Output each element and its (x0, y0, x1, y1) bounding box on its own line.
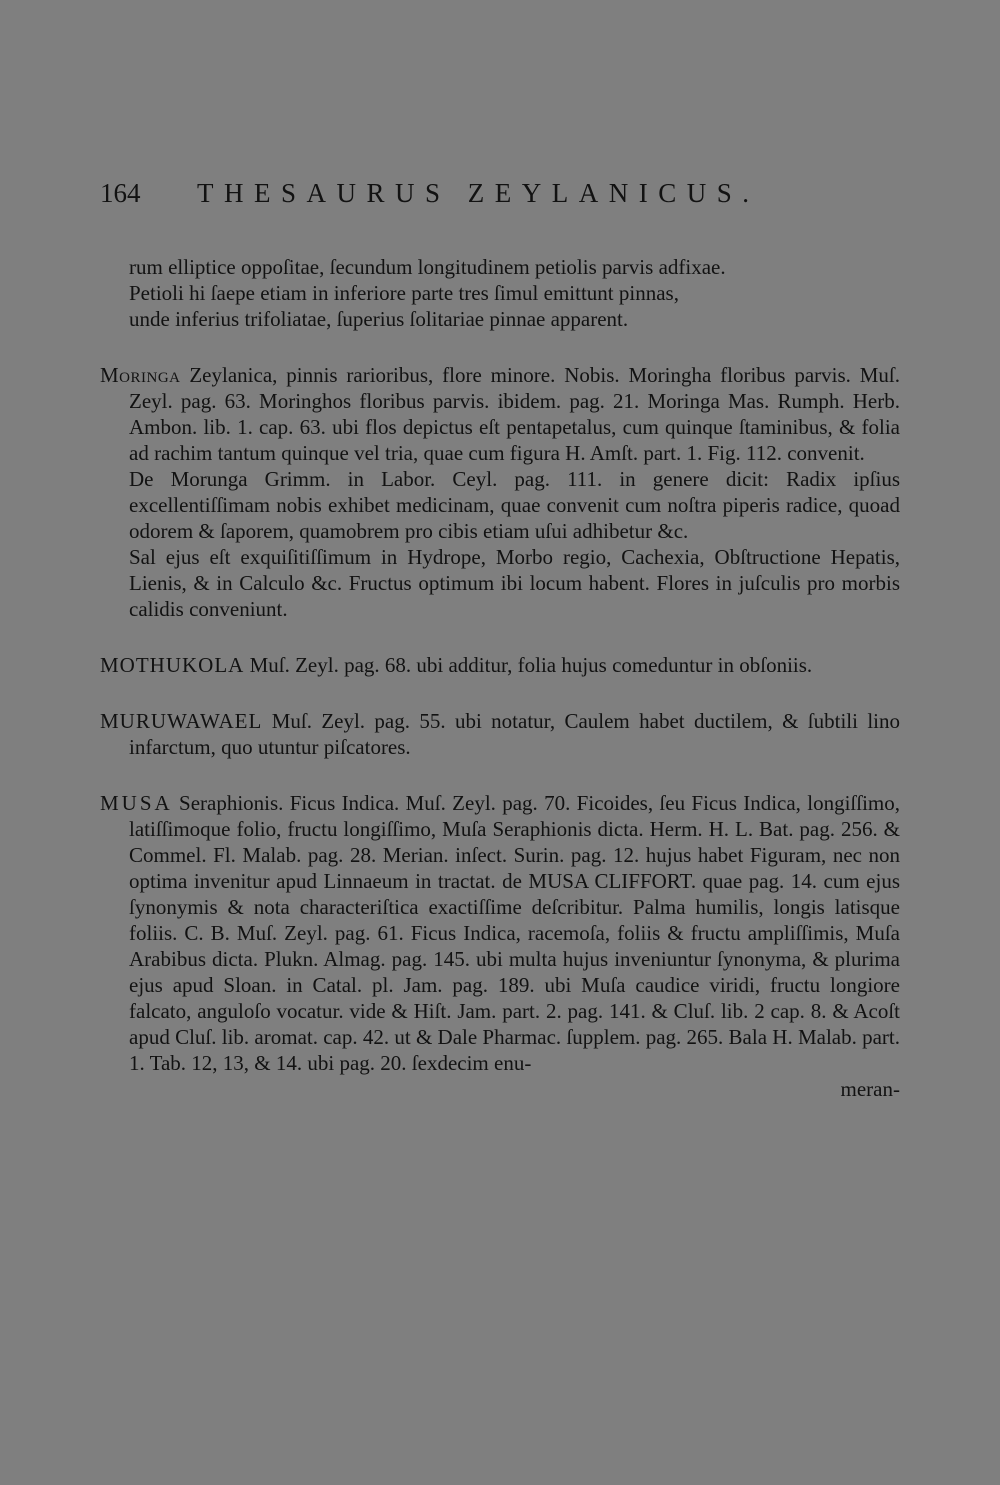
entry-musa (100, 790, 900, 1076)
entry-moringa-paragraph: De Morunga Grimm. in Labor. Ceyl. pag. 111. in genere dicit: Radix ipſius excellentiſſimam nobis exhibet medicinam, quae convenit cum noſtra piperis radice, quoad odorem & ſaporem, quamobrem pro cibis etiam uſui adhibetur &c. (129, 467, 900, 543)
entry-musa-body: Seraphionis. Ficus Indica. Muſ. Zeyl. pag. 70. Ficoides, ſeu Ficus Indica, longiſſimo, latiſſimoque folio, fructu longiſſimo, Muſa Seraphionis dicta. Herm. H. L. Bat. pag. 256. & Commel. Fl. Malab. pag. 28. Merian. inſect. Surin. pag. 12. hujus habet Figuram, nec non optima invenitur apud Linnaeum in tractat. de MUSA CLIFFORT. quae pag. 14. cum ejus ſynonymis & nota characteriſtica exactiſſime deſcribitur. Palma humilis, longis latisque foliis. C. B. Muſ. Zeyl. pag. 61. Ficus Indica, racemoſa, foliis & fructu ampliſſimis, Muſa Arabibus dicta. Plukn. Almag. pag. 145. ubi multa hujus inveniuntur ſynonyma, & plurima ejus apud Sloan. in Catal. pl. Jam. pag. 189. ubi Muſa caudice viridi, fructu longiore falcato, anguloſo vocatur. vide & Hiſt. Jam. part. 2. pag. 141. & Cluſ. lib. 2 cap. 8. & Acoſt apud Cluſ. lib. aromat. cap. 42. ut & Dale Pharmac. ſupplem. pag. 265. Bala H. Malab. part. 1. Tab. 12, 13, & 14. ubi pag. 20. ſexdecim enu- (129, 791, 901, 1075)
headword-mothukola: MOTHUKOLA (100, 653, 245, 677)
entry-muruwawael (100, 708, 900, 760)
headword-moringa: Moringa (100, 363, 181, 387)
entry-mothukola-body: Muſ. Zeyl. pag. 68. ubi additur, folia hujus comeduntur in obſoniis. (249, 653, 813, 677)
headword-muruwawael: MURUWAWAEL (100, 709, 263, 733)
entry-mothukola (100, 652, 900, 678)
page-header (100, 178, 900, 218)
entry-muruwawael-body: Muſ. Zeyl. pag. 55. ubi notatur, Caulem habet ductilem, & ſubtili lino infarctum, quo utuntur piſcatores. (129, 709, 900, 759)
page-text (100, 254, 900, 1102)
entry-moringa-body: Zeylanica, pinnis rarioribus, flore minore. Nobis. Moringha floribus parvis. Muſ. Zeyl. pag. 63. Moringhos floribus parvis. ibidem. pag. 21. Moringa Mas. Rumph. Herb. Ambon. lib. 1. cap. 63. ubi flos depictus eſt pentapetalus, cum quinque ſtaminibus, & folia ad rachim tantum quinque vel tria, quae cum figura H. Amſt. part. 1. Fig. 112. convenit. (129, 363, 900, 465)
page-number: 164 (100, 178, 141, 208)
entry-moringa (100, 362, 900, 466)
headword-musa: MUSA (100, 791, 173, 815)
running-title: THESAURUS ZEYLANICUS. (197, 178, 760, 208)
continuation-line: Petioli hi ſaepe etiam in inferiore parte tres ſimul emittunt pinnas, (129, 281, 679, 305)
catchword: meran- (840, 1077, 900, 1101)
entry-moringa-paragraph: Sal ejus eſt exquiſitiſſimum in Hydrope, Morbo regio, Cachexia, Obſtructione Hepatis, Lienis, & in Calculo &c. Fructus optimum ibi locum habent. Flores in juſculis pro morbis calidis conveniunt. (129, 545, 900, 621)
continuation-line: unde inferius trifoliatae, ſuperius ſolitariae pinnae apparent. (129, 307, 629, 331)
continuation-line: rum elliptice oppoſitae, ſecundum longitudinem petiolis parvis adfixae. (129, 255, 726, 279)
